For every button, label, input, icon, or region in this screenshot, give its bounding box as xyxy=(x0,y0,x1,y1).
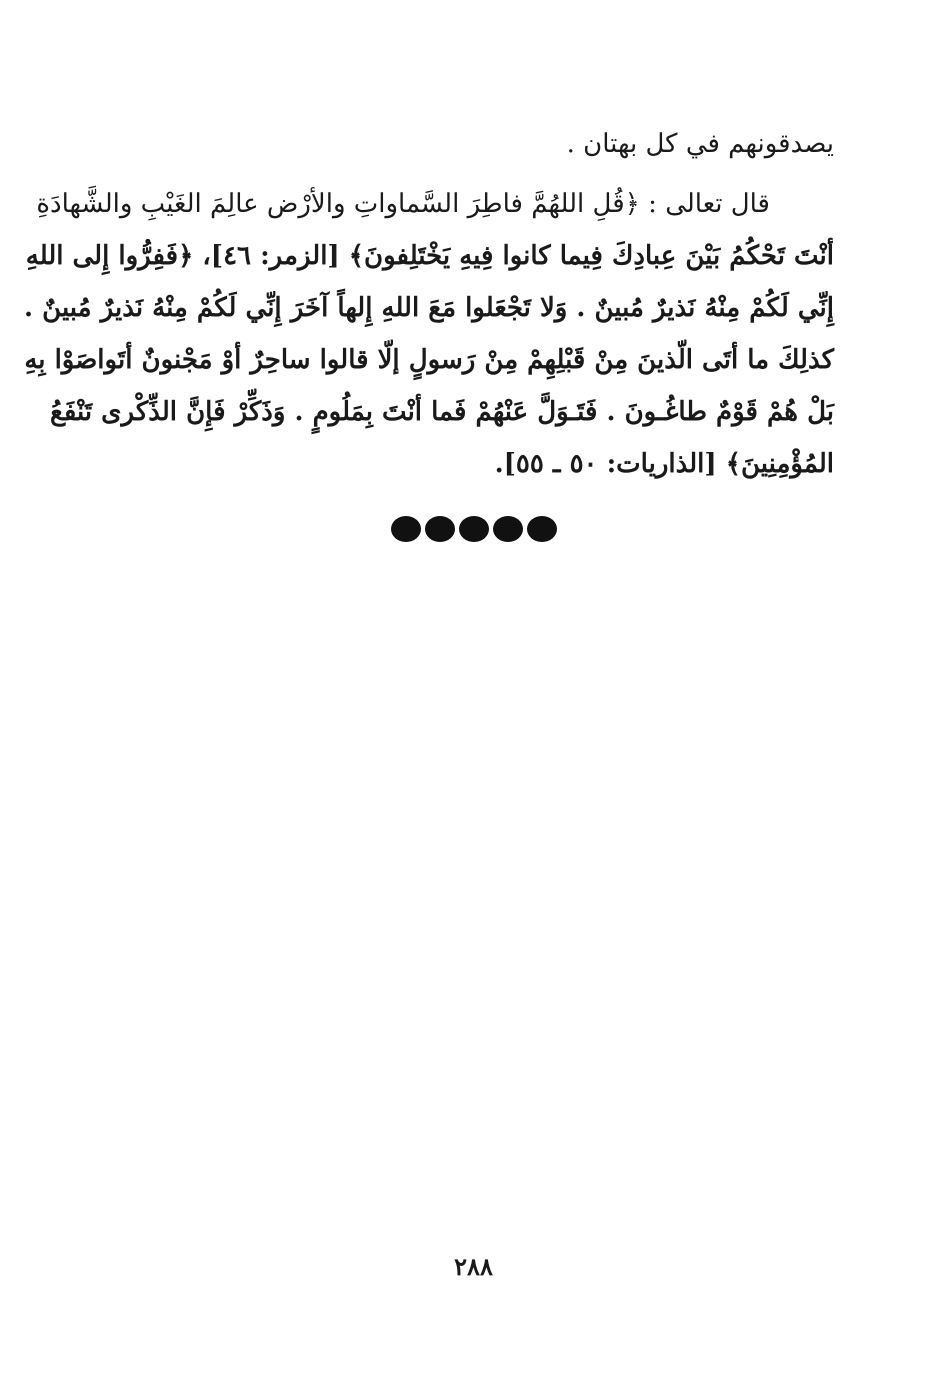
section-separator xyxy=(0,516,947,542)
text-line-7: المُؤْمِنِينَ﴾ [الذاريات: ٥٠ ـ ٥٥]. xyxy=(494,449,834,479)
separator-dot xyxy=(391,516,421,542)
body-text xyxy=(24,118,834,490)
text-line-5: كذلِكَ ما أتَى الّذينَ مِنْ قَبْلِهِمْ مِنْ رَسولٍ إلّا قالوا ساحِرٌ أوْ مَجْنونٌ أتَواصَوْا بِهِ xyxy=(24,345,834,375)
page-number: ٢٨٨ xyxy=(454,1252,493,1281)
text-line-2: قال تعالى : ﴿قُلِ اللهُمَّ فاطِرَ السَّماواتِ والأرْض عالِمَ الغَيْبِ والشَّهادَةِ xyxy=(36,189,770,219)
text-line-3: أنْتَ تَحْكُمُ بَيْنَ عِبادِكَ فِيما كانوا فِيهِ يَخْتَلِفونَ﴾ [الزمر: ٤٦]، ﴿فَفِرُّوا إِلى اللهِ xyxy=(25,241,834,271)
separator-dot xyxy=(425,516,455,542)
separator-dot xyxy=(527,516,557,542)
text-line-1: يصدقونهم في كل بهتان . xyxy=(566,129,834,159)
separator-dot xyxy=(459,516,489,542)
separator-dot xyxy=(493,516,523,542)
paragraph-gap xyxy=(100,170,834,178)
text-line-4: إِنِّي لَكُمْ مِنْهُ نَذيرٌ مُبينٌ . وَلا تَجْعَلوا مَعَ اللهِ إِلهاً آخَرَ إِنِّي لَكُمْ مِنْهُ نَذيرٌ مُبينٌ . xyxy=(24,293,834,323)
text-line-6: بَلْ هُمْ قَوْمٌ طاغُـونَ . فَتَـوَلَّ عَنْهُمْ فَما أنْتَ بِمَلُومٍ . وَذَكِّرْ فَإِنَّ الذِّكْرى تَنْفَعُ xyxy=(50,397,834,427)
